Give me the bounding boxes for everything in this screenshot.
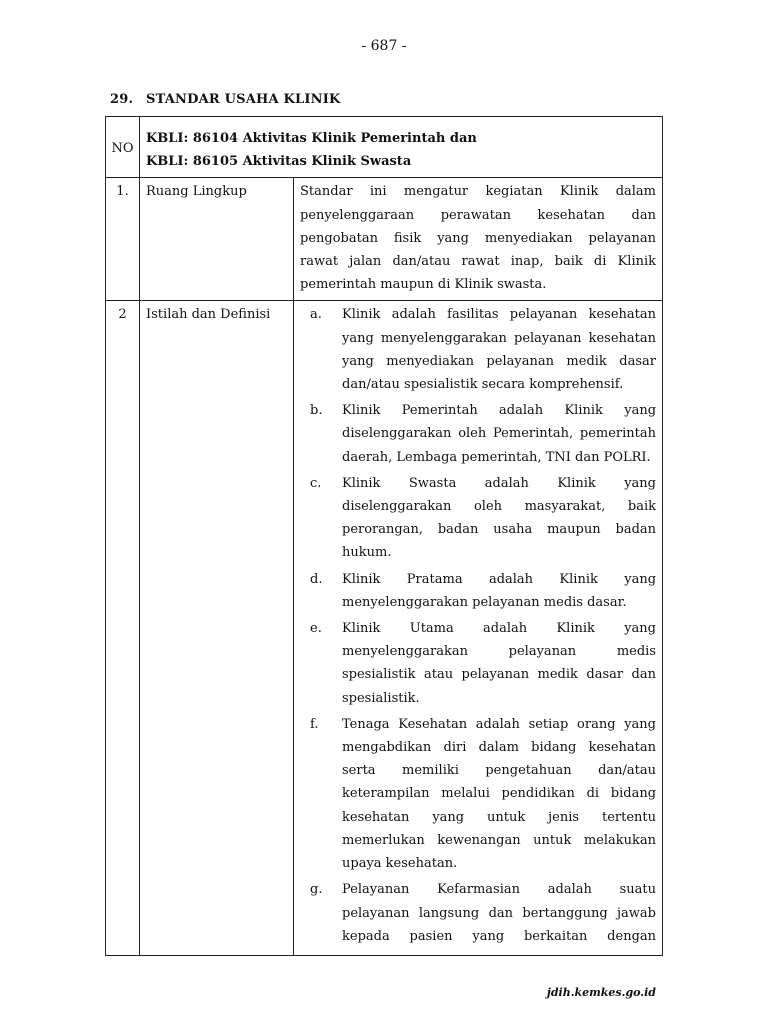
definition-line: mengabdikan diri dalam bidang kesehatan: [342, 740, 657, 756]
definition-label: c.: [310, 475, 322, 491]
definition-text: [342, 878, 656, 948]
scope-line: Standar ini mengatur kegiatan Klinik dalam: [300, 184, 657, 200]
definition-line: menyelenggarakan pelayanan medis dasar.: [342, 594, 627, 610]
row-number: 2: [106, 301, 140, 955]
definition-label: f.: [310, 716, 319, 732]
definition-text: [342, 617, 656, 710]
definition-label: e.: [310, 621, 322, 637]
scope-text: [300, 180, 656, 296]
scope-line: pemerintah maupun di Klinik swasta.: [300, 277, 547, 293]
section-number: 29.: [110, 92, 134, 107]
table-row: [106, 178, 663, 301]
kbli-line-2: KBLI: 86105 Aktivitas Klinik Swasta: [146, 154, 412, 170]
definition-line: spesialistik atau pelayanan medik dasar dan: [342, 667, 657, 683]
list-item: [300, 568, 656, 614]
definition-line: Klinik Pratama adalah Klinik yang: [342, 571, 657, 587]
list-item: [300, 303, 656, 396]
list-item: [300, 713, 656, 875]
definition-line: hukum.: [342, 545, 392, 561]
definition-text: [342, 303, 656, 396]
definition-line: upaya kesehatan.: [342, 856, 458, 872]
definition-line: kepada pasien yang berkaitan dengan: [342, 928, 657, 944]
definition-line: memerlukan kewenangan untuk melakukan: [342, 832, 657, 848]
row-number: 1.: [106, 178, 140, 301]
definition-line: Pelayanan Kefarmasian adalah suatu: [342, 882, 657, 898]
definition-label: d.: [310, 571, 323, 587]
definition-line: Tenaga Kesehatan adalah setiap orang yang: [342, 716, 657, 732]
definition-line: Klinik Pemerintah adalah Klinik yang: [342, 403, 657, 419]
definition-line: yang menyelenggarakan pelayanan kesehatan: [342, 330, 657, 346]
row-aspect: Ruang Lingkup: [140, 178, 294, 301]
definition-text: [342, 568, 656, 614]
kbli-line-1: KBLI: 86104 Aktivitas Klinik Pemerintah dan: [146, 131, 477, 146]
definition-line: serta memiliki pengetahuan dan/atau: [342, 763, 657, 779]
definition-list: [300, 303, 656, 947]
row-content: [294, 301, 663, 955]
scope-line: rawat jalan dan/atau rawat inap, baik di Klinik: [300, 254, 657, 270]
table-row: [106, 301, 663, 955]
definition-line: keterampilan melalui pendidikan di bidang: [342, 786, 657, 802]
scope-line: penyelenggaraan perawatan kesehatan dan: [300, 207, 657, 223]
footer-url: jdih.kemkes.go.id: [546, 986, 656, 999]
definition-line: kesehatan yang untuk jenis tertentu: [342, 809, 657, 825]
row-aspect: Istilah dan Definisi: [140, 301, 294, 955]
header-no: NO: [106, 117, 140, 178]
definition-line: pelayanan langsung dan bertanggung jawab: [342, 905, 657, 921]
section-title: [110, 92, 341, 107]
definition-label: b.: [310, 403, 323, 419]
definition-line: Klinik Swasta adalah Klinik yang: [342, 475, 657, 491]
header-kbli: [140, 117, 663, 178]
definition-line: spesialistik.: [342, 690, 420, 706]
definition-line: Klinik Utama adalah Klinik yang: [342, 621, 657, 637]
list-item: [300, 878, 656, 948]
list-item: [300, 617, 656, 710]
definition-text: [342, 399, 656, 469]
definition-line: dan/atau spesialistik secara komprehensif.: [342, 377, 624, 393]
definition-line: diselenggarakan oleh masyarakat, baik: [342, 499, 657, 515]
section-title-text: STANDAR USAHA KLINIK: [146, 92, 341, 107]
page-number: - 687 -: [361, 38, 407, 54]
definition-text: [342, 472, 656, 565]
definition-label: g.: [310, 882, 323, 898]
list-item: [300, 399, 656, 469]
definition-line: Klinik adalah fasilitas pelayanan kesehatan: [342, 307, 657, 323]
row-content: [294, 178, 663, 301]
definition-text: [342, 713, 656, 875]
list-item: [300, 472, 656, 565]
table-header-row: [106, 117, 663, 178]
scope-line: pengobatan fisik yang menyediakan pelayanan: [300, 230, 657, 246]
definition-line: diselenggarakan oleh Pemerintah, pemerintah: [342, 426, 657, 442]
definition-label: a.: [310, 307, 322, 323]
standard-table: [105, 116, 663, 956]
definition-line: perorangan, badan usaha maupun badan: [342, 522, 657, 538]
definition-line: yang menyediakan pelayanan medik dasar: [342, 353, 657, 369]
definition-line: daerah, Lembaga pemerintah, TNI dan POLRI.: [342, 449, 651, 465]
definition-line: menyelenggarakan pelayanan medis: [342, 644, 657, 660]
